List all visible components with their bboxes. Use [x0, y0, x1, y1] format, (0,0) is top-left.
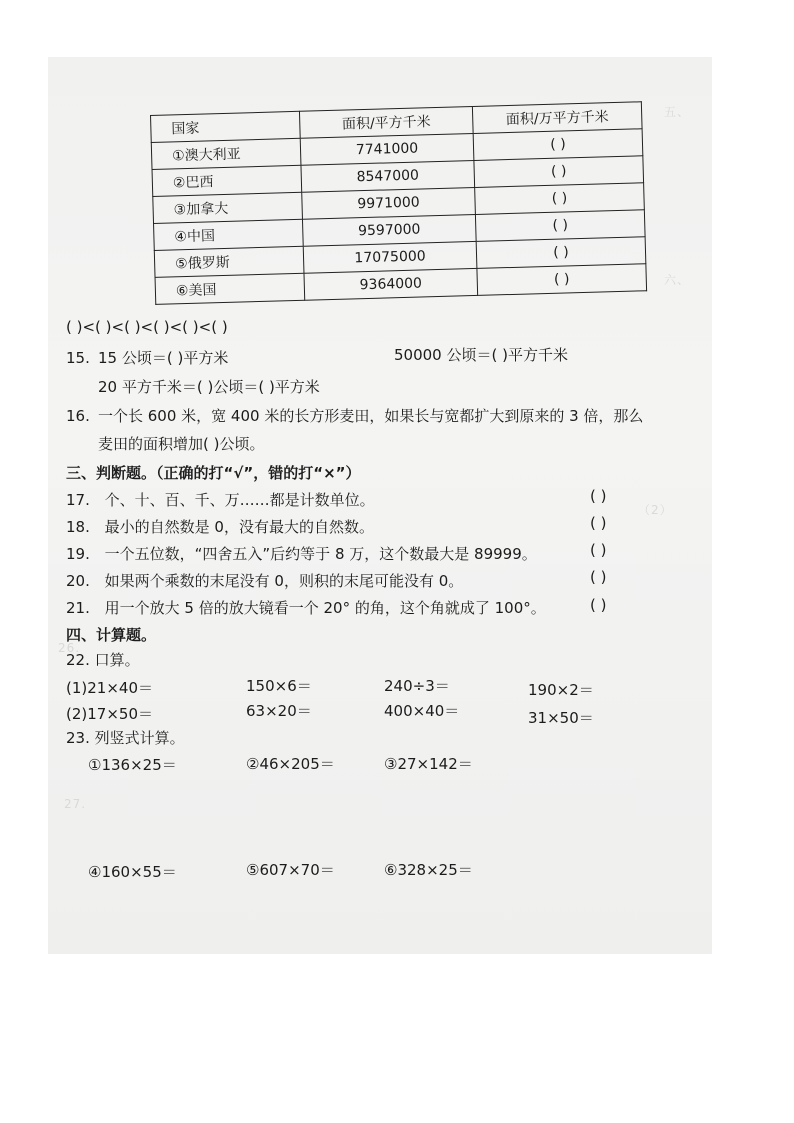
- oral-calc-item: (2)17×50＝: [66, 705, 153, 723]
- answer-blank[interactable]: ( ): [473, 129, 643, 161]
- judgment-answer[interactable]: ( ): [590, 568, 607, 586]
- area-cell: 9597000: [302, 214, 476, 246]
- oral-calc-item: 190×2＝: [528, 681, 594, 699]
- oral-calc-item: 150×6＝: [246, 677, 312, 695]
- bleed-through-mark: 六、: [664, 273, 691, 287]
- vertical-calc-item: ①136×25＝: [88, 756, 177, 774]
- q22-title: 22. 口算。: [66, 651, 140, 669]
- oral-calc-item: 31×50＝: [528, 709, 594, 727]
- oral-calc-item: 63×20＝: [246, 702, 312, 720]
- q16-line2[interactable]: 麦田的面积增加( )公顷。: [98, 435, 265, 453]
- judgment-answer[interactable]: ( ): [590, 596, 607, 614]
- q16-number: 16.: [66, 407, 90, 425]
- country-cell: ⑥美国: [155, 273, 305, 304]
- answer-blank[interactable]: ( ): [475, 183, 645, 215]
- area-cell: 8547000: [301, 160, 475, 192]
- judgment-number: 18.: [66, 518, 90, 536]
- bleed-through-mark: 五、: [664, 105, 691, 119]
- q15-line2[interactable]: 20 平方千米＝( )公顷＝( )平方米: [98, 378, 320, 396]
- oral-calc-item: 400×40＝: [384, 702, 460, 720]
- judgment-text: 最小的自然数是 0，没有最大的自然数。: [104, 518, 374, 536]
- q15-line1-left[interactable]: 15 公顷＝( )平方米: [98, 349, 229, 367]
- header-country: 国家: [151, 111, 301, 142]
- judgment-number: 21.: [66, 599, 90, 617]
- q23-title: 23. 列竖式计算。: [66, 729, 185, 747]
- section-title-calculation: 四、计算题。: [66, 626, 157, 644]
- judgment-text: 一个五位数，“四舍五入”后约等于 8 万，这个数最大是 89999。: [104, 545, 537, 563]
- judgment-text: 个、十、百、千、万……都是计数单位。: [104, 491, 375, 509]
- q16-line1: 一个长 600 米，宽 400 米的长方形麦田，如果长与宽都扩大到原来的 3 倍，那么: [98, 407, 644, 425]
- country-cell: ①澳大利亚: [151, 138, 301, 169]
- judgment-answer[interactable]: ( ): [590, 541, 607, 559]
- header-area-km2: 面积/平方千米: [299, 106, 473, 138]
- section-title-judgment: 三、判断题。（正确的打“√”，错的打“×”）: [66, 464, 361, 482]
- photographed-page: [48, 57, 712, 954]
- q15-line1-right[interactable]: 50000 公顷＝( )平方千米: [394, 346, 568, 364]
- vertical-calc-item: ⑥328×25＝: [384, 861, 473, 879]
- vertical-calc-item: ②46×205＝: [246, 755, 335, 773]
- oral-calc-item: 240÷3＝: [384, 677, 450, 695]
- judgment-answer[interactable]: ( ): [590, 487, 607, 505]
- bleed-through-mark: （2）: [638, 503, 673, 517]
- area-cell: 17075000: [303, 241, 477, 273]
- answer-blank[interactable]: ( ): [475, 210, 645, 242]
- bleed-through-mark: 26.: [58, 641, 81, 655]
- country-cell: ④中国: [154, 219, 304, 250]
- vertical-calc-item: ③27×142＝: [384, 755, 473, 773]
- judgment-text: 用一个放大 5 倍的放大镜看一个 20° 的角，这个角就成了 100°。: [104, 599, 546, 617]
- judgment-item: [66, 489, 375, 510]
- bleed-through-mark: 27.: [64, 797, 87, 811]
- judgment-text: 如果两个乘数的末尾没有 0，则积的末尾可能没有 0。: [104, 572, 464, 590]
- answer-blank[interactable]: ( ): [474, 156, 644, 188]
- answer-blank[interactable]: ( ): [477, 264, 647, 296]
- vertical-calc-item: ⑤607×70＝: [246, 861, 335, 879]
- area-cell: 7741000: [300, 133, 474, 165]
- judgment-item: [66, 543, 537, 564]
- judgment-item: [66, 516, 374, 537]
- header-area-10k-km2: 面积/万平方千米: [472, 102, 642, 134]
- vertical-calc-item: ④160×55＝: [88, 863, 177, 881]
- answer-blank[interactable]: ( ): [476, 237, 646, 269]
- judgment-number: 19.: [66, 545, 90, 563]
- country-cell: ②巴西: [152, 165, 302, 196]
- judgment-item: [66, 597, 546, 618]
- area-order-blanks[interactable]: ( )<( )<( )<( )<( )<( ): [66, 318, 228, 336]
- judgment-answer[interactable]: ( ): [590, 514, 607, 532]
- judgment-number: 17.: [66, 491, 90, 509]
- country-cell: ③加拿大: [153, 192, 303, 223]
- judgment-number: 20.: [66, 572, 90, 590]
- country-cell: ⑤俄罗斯: [154, 246, 304, 277]
- area-cell: 9364000: [304, 268, 478, 300]
- country-area-table: [150, 101, 647, 305]
- q15-number: 15.: [66, 349, 90, 367]
- oral-calc-item: (1)21×40＝: [66, 679, 153, 697]
- area-cell: 9971000: [302, 187, 476, 219]
- judgment-item: [66, 570, 463, 591]
